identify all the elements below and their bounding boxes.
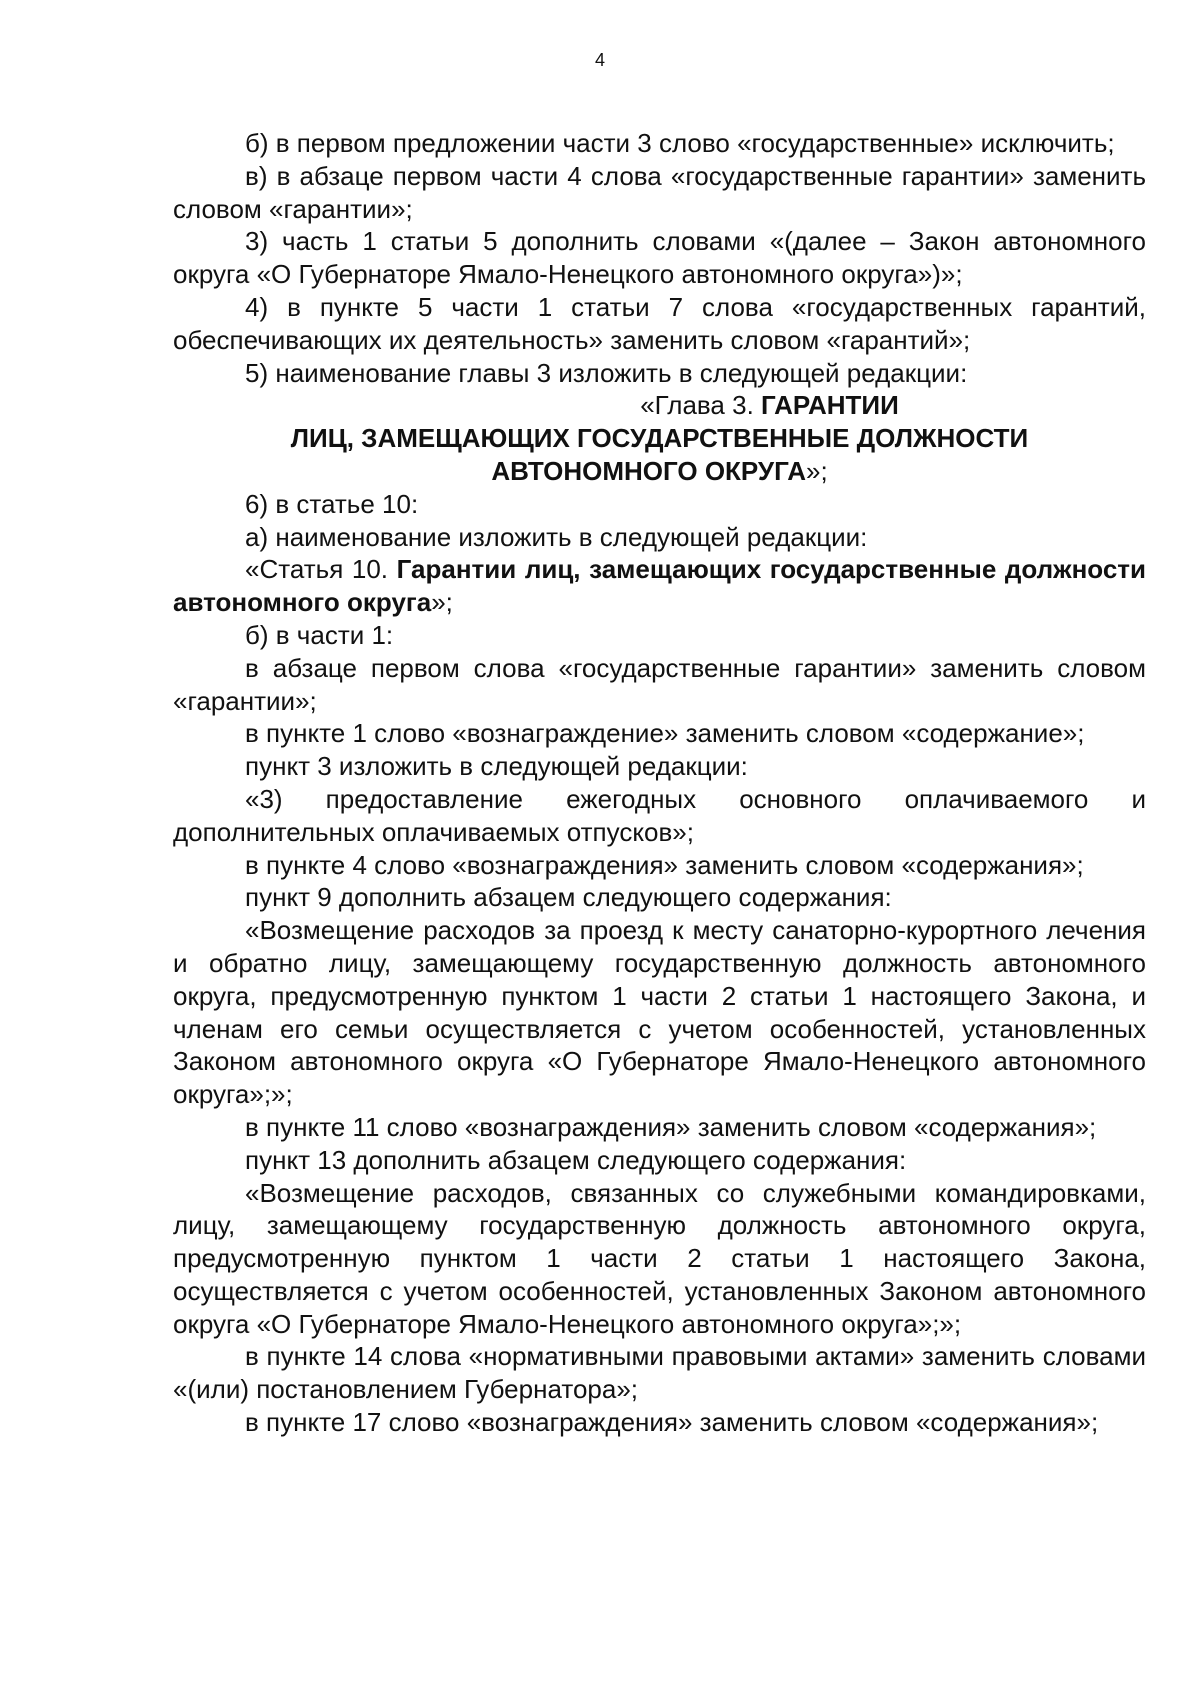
chapter-heading-prefix: «Глава 3.: [640, 390, 762, 421]
chapter-heading-suffix: »;: [805, 455, 828, 486]
paragraph-a-name: а) наименование изложить в следующей редакции:: [245, 521, 868, 552]
page-number: 4: [594, 50, 605, 70]
paragraph-b-part1: б) в части 1:: [245, 619, 394, 650]
chapter-heading-title-3: АВТОНОМНОГО ОКРУГА: [491, 455, 806, 486]
document-body: [173, 127, 1146, 1439]
paragraph-point11: в пункте 11 слово «вознаграждения» заменить словом «содержания»;: [245, 1111, 1097, 1142]
paragraph-b-part3: б) в первом предложении части 3 слово «государственные» исключить;: [245, 128, 1115, 158]
paragraph-first-abzac: в абзаце первом слова «государственные гарантии» заменить словом «гарантии»;: [173, 652, 1146, 716]
chapter-heading-title-2: ЛИЦ, ЗАМЕЩАЮЩИХ ГОСУДАРСТВЕННЫЕ ДОЛЖНОСТИ: [290, 423, 1029, 454]
paragraph-point1: в пункте 1 слово «вознаграждение» заменить словом «содержание»;: [245, 718, 1085, 749]
paragraph-v-part4: в) в абзаце первом части 4 слова «государственные гарантии» заменить словом «гарантии»;: [173, 160, 1146, 224]
chapter-heading-line1: [173, 389, 1146, 422]
paragraph-point4: в пункте 4 слово «вознаграждения» заменить словом «содержания»;: [245, 849, 1084, 880]
paragraph-4-article7: 4) в пункте 5 части 1 статьи 7 слова «государственных гарантий, обеспечивающих их деятельность» заменить словом «гарантий»;: [173, 291, 1146, 355]
article-heading-suffix: »;: [431, 587, 453, 618]
paragraph-5-chapter3: 5) наименование главы 3 изложить в следующей редакции:: [245, 357, 968, 388]
paragraph-point3-text: «3) предоставление ежегодных основного оплачиваемого и дополнительных оплачиваемых отпусков»;: [173, 783, 1146, 847]
paragraph-point9: пункт 9 дополнить абзацем следующего содержания:: [245, 882, 892, 913]
paragraph-point9-text: «Возмещение расходов за проезд к месту санаторно-курортного лечения и обратно лицу, замещающему государственную должность автономного округа, предусмотренную пунктом 1 части 2 статьи 1 настоящего Закона, и членам его семьи осуществляется с учетом особенностей, установленных Законом автономного округа «О Губернаторе Ямало-Ненецкого автономного округа»;»;: [173, 915, 1146, 1110]
article-heading-title: Гарантии лиц, замещающих государственные должности автономного округа: [173, 554, 1146, 618]
article-heading-prefix: «Статья 10.: [245, 554, 397, 585]
paragraph-point13: пункт 13 дополнить абзацем следующего содержания:: [245, 1144, 907, 1175]
paragraph-6-article10: 6) в статье 10:: [245, 488, 419, 519]
chapter-heading: [173, 389, 1146, 487]
paragraph-point17: в пункте 17 слово «вознаграждения» заменить словом «содержания»;: [245, 1407, 1099, 1438]
paragraph-point14: в пункте 14 слова «нормативными правовыми актами» заменить словами «(или) постановлением Губернатора»;: [173, 1341, 1146, 1405]
article-heading: [173, 553, 1146, 619]
paragraph-3-article5: 3) часть 1 статьи 5 дополнить словами «(далее – Закон автономного округа «О Губернаторе Ямало-Ненецкого автономного округа»)»;: [173, 226, 1146, 290]
paragraph-point13-text: «Возмещение расходов, связанных со служебными командировками, лицу, замещающему государственную должность автономного округа, предусмотренную пунктом 1 части 2 статьи 1 настоящего Закона, осуществляется с учетом особенностей, установленных Законом автономного округа «О Губернаторе Ямало-Ненецкого автономного округа»;»;: [173, 1177, 1146, 1339]
paragraph-point3: пункт 3 изложить в следующей редакции:: [245, 751, 748, 782]
chapter-heading-title-1: ГАРАНТИИ: [761, 390, 899, 421]
